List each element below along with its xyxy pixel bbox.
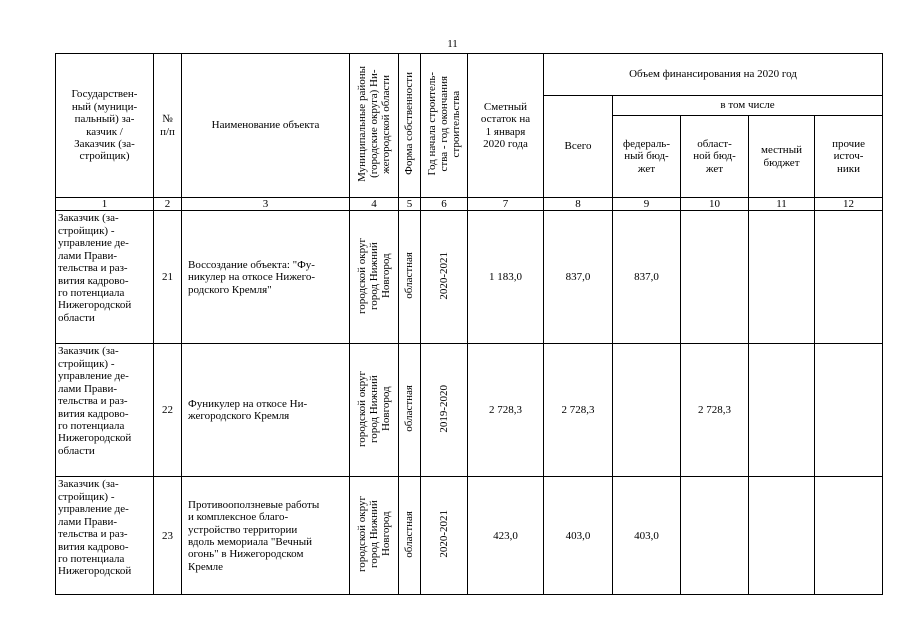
row-total: 837,0 — [544, 211, 613, 344]
header-other: прочие источ- ники — [815, 116, 883, 198]
header-federal: федераль- ный бюд- жет — [613, 116, 681, 198]
row-years: 2019-2020 — [437, 384, 450, 433]
row-name: Противооползневые работы и комплексное благо- устройство территории вдоль мемориала "Вечный огонь" в Нижегородском Кремле — [182, 477, 350, 595]
row-num: 21 — [154, 211, 182, 344]
row-total: 403,0 — [544, 477, 613, 595]
header-district: Муниципальные районы (городские округа) Ни- жегородской области — [355, 65, 393, 182]
row-name: Воссоздание объекта: "Фу- никулер на откосе Нижего- родского Кремля" — [182, 211, 350, 344]
row-other — [815, 211, 883, 344]
header-row-1 — [56, 54, 883, 96]
row-num: 22 — [154, 344, 182, 477]
row-customer: Заказчик (за- стройщик) - управление де- лами Прави- тельства и раз- вития кадрово- го потенциала Нижегородской области — [56, 211, 154, 344]
row-federal: 837,0 — [613, 211, 681, 344]
header-ownership-cell — [399, 54, 421, 198]
row-district-cell — [350, 344, 399, 477]
row-total: 2 728,3 — [544, 344, 613, 477]
row-regional — [681, 477, 749, 595]
col-number: 10 — [681, 198, 749, 211]
table-row — [56, 477, 883, 595]
row-ownership: областная — [403, 510, 416, 558]
financing-table — [55, 53, 883, 595]
row-years-cell — [421, 344, 468, 477]
row-estimate: 2 728,3 — [468, 344, 544, 477]
row-estimate: 1 183,0 — [468, 211, 544, 344]
row-num: 23 — [154, 477, 182, 595]
col-number: 3 — [182, 198, 350, 211]
row-name: Фуникулер на откосе Ни- жегородского Кремля — [182, 344, 350, 477]
header-customer: Государствен- ный (муници- пальный) за- казчик / Заказчик (за- стройщик) — [56, 54, 154, 198]
col-number: 8 — [544, 198, 613, 211]
col-number: 12 — [815, 198, 883, 211]
row-customer: Заказчик (за- стройщик) - управление де- лами Прави- тельства и раз- вития кадрово- го потенциала Нижегородской области — [56, 344, 154, 477]
header-including: в том числе — [613, 96, 883, 116]
header-ownership: Форма собственности — [403, 72, 416, 176]
row-district: городской округ город Нижний Новгород — [355, 370, 393, 447]
header-regional: област- ной бюд- жет — [681, 116, 749, 198]
row-other — [815, 477, 883, 595]
row-district-cell — [350, 477, 399, 595]
row-ownership: областная — [403, 385, 416, 433]
col-number: 5 — [399, 198, 421, 211]
header-name: Наименование объекта — [182, 54, 350, 198]
row-local — [749, 211, 815, 344]
row-other — [815, 344, 883, 477]
row-ownership-cell — [399, 211, 421, 344]
col-number: 11 — [749, 198, 815, 211]
row-local — [749, 477, 815, 595]
row-years: 2020-2021 — [437, 251, 450, 300]
row-regional — [681, 211, 749, 344]
row-years-cell — [421, 477, 468, 595]
col-number: 2 — [154, 198, 182, 211]
col-number: 1 — [56, 198, 154, 211]
row-estimate: 423,0 — [468, 477, 544, 595]
row-ownership: областная — [403, 252, 416, 300]
row-years: 2020-2021 — [437, 510, 450, 559]
row-federal: 403,0 — [613, 477, 681, 595]
row-years-cell — [421, 211, 468, 344]
row-district-cell — [350, 211, 399, 344]
header-total: Всего — [544, 96, 613, 198]
column-numbers-row — [56, 198, 883, 211]
table-row — [56, 211, 883, 344]
header-num: № п/п — [154, 54, 182, 198]
row-regional: 2 728,3 — [681, 344, 749, 477]
page-number: 11 — [447, 38, 458, 50]
row-district: городской округ город Нижний Новгород — [355, 237, 393, 314]
table-row — [56, 344, 883, 477]
col-number: 4 — [350, 198, 399, 211]
header-local: местный бюджет — [749, 116, 815, 198]
row-ownership-cell — [399, 344, 421, 477]
col-number: 7 — [468, 198, 544, 211]
row-federal — [613, 344, 681, 477]
header-years: Год начала строитель- ства - год окончания строительства — [425, 72, 463, 176]
header-estimate: Сметный остаток на 1 января 2020 года — [468, 54, 544, 198]
row-district: городской округ город Нижний Новгород — [355, 496, 393, 573]
col-number: 6 — [421, 198, 468, 211]
row-ownership-cell — [399, 477, 421, 595]
row-customer: Заказчик (за- стройщик) - управление де- лами Прави- тельства и раз- вития кадрово- го потенциала Нижегородской — [56, 477, 154, 595]
col-number: 9 — [613, 198, 681, 211]
header-years-cell — [421, 54, 468, 198]
row-local — [749, 344, 815, 477]
header-district-cell — [350, 54, 399, 198]
header-financing: Объем финансирования на 2020 год — [544, 54, 883, 96]
